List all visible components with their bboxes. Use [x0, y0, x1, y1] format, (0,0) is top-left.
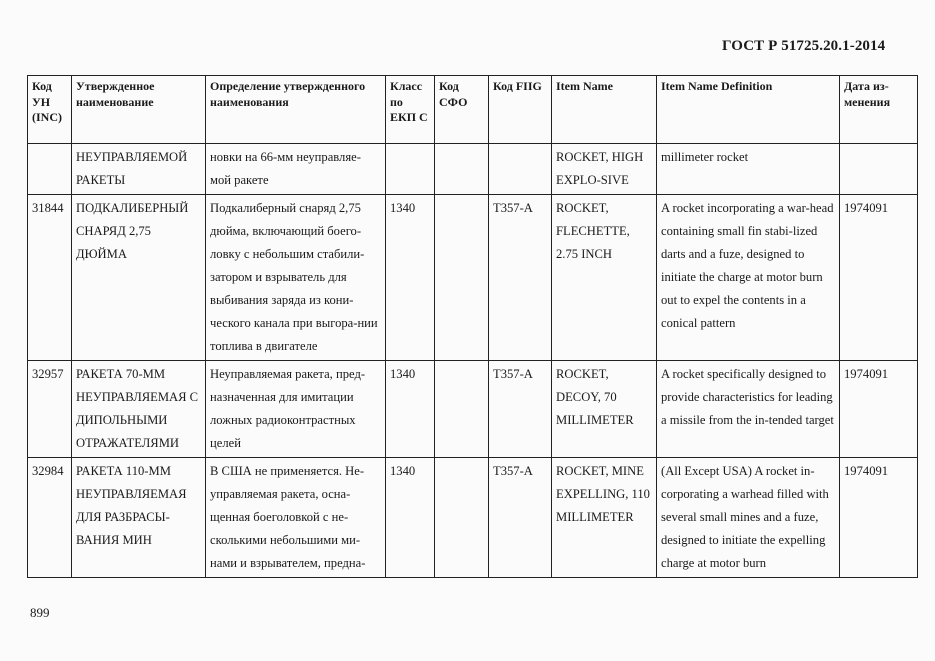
cell-item-name: ROCKET, DECOY, 70 MILLIMETER: [552, 361, 657, 458]
cell-fiig: T357-A: [489, 195, 552, 361]
table-row: [28, 458, 918, 578]
cell-inc: 32984: [28, 458, 72, 578]
cell-inc: [28, 144, 72, 195]
col-header-item-name: Item Name: [552, 76, 657, 144]
cell-definition: новки на 66-мм неуправляе-мой ракете: [206, 144, 386, 195]
col-header-item-definition: Item Name Definition: [657, 76, 840, 144]
col-header-class: Класс по ЕКП С: [386, 76, 435, 144]
cell-name: ПОДКАЛИБЕРНЫЙ СНАРЯД 2,75 ДЮЙМА: [72, 195, 206, 361]
cell-name: НЕУПРАВЛЯЕМОЙ РАКЕТЫ: [72, 144, 206, 195]
cell-sfo: [435, 195, 489, 361]
cell-fiig: T357-A: [489, 458, 552, 578]
cell-class: 1340: [386, 458, 435, 578]
col-header-name: Утвержденное наименование: [72, 76, 206, 144]
table-header-row: [28, 76, 918, 144]
cell-date: 1974091: [840, 361, 918, 458]
cell-inc: 32957: [28, 361, 72, 458]
nomenclature-table: [27, 75, 918, 578]
cell-definition: Подкалиберный снаряд 2,75 дюйма, включающий боего-ловку с небольшим стабили-затором и взрыватель для выбивания заряда из кони-ческого канала при выгора-нии топлива в двигателе: [206, 195, 386, 361]
cell-class: 1340: [386, 195, 435, 361]
cell-definition: В США не применяется. Не-управляемая ракета, осна-щенная боеголовкой с не-сколькими небольшими ми-нами и взрывателем, предна-: [206, 458, 386, 578]
cell-sfo: [435, 361, 489, 458]
cell-item-definition: (All Except USA) A rocket in-corporating a warhead filled with several small mines and a fuze, designed to initiate the expelling charge at motor burn: [657, 458, 840, 578]
cell-item-definition: millimeter rocket: [657, 144, 840, 195]
cell-name: РАКЕТА 110-ММ НЕУПРАВЛЯЕМАЯ ДЛЯ РАЗБРАСЫ-ВАНИЯ МИН: [72, 458, 206, 578]
cell-class: [386, 144, 435, 195]
col-header-definition: Определение утвержденного наименования: [206, 76, 386, 144]
cell-fiig: [489, 144, 552, 195]
col-header-sfo: Код СФО: [435, 76, 489, 144]
cell-item-name: ROCKET, FLECHETTE, 2.75 INCH: [552, 195, 657, 361]
cell-sfo: [435, 144, 489, 195]
cell-item-definition: A rocket incorporating a war-head containing small fin stabi-lized darts and a fuze, designed to initiate the charge at motor burn out to expel the contents in a conical pattern: [657, 195, 840, 361]
table-row: [28, 361, 918, 458]
cell-item-name: ROCKET, HIGH EXPLO-SIVE: [552, 144, 657, 195]
table-row: [28, 195, 918, 361]
col-header-fiig: Код FIIG: [489, 76, 552, 144]
table-row: [28, 144, 918, 195]
cell-item-definition: A rocket specifically designed to provide characteristics for leading a missile from the in-tended target: [657, 361, 840, 458]
col-header-date: Дата из-менения: [840, 76, 918, 144]
cell-class: 1340: [386, 361, 435, 458]
cell-date: 1974091: [840, 195, 918, 361]
cell-inc: 31844: [28, 195, 72, 361]
page-number: 899: [30, 605, 50, 620]
cell-date: [840, 144, 918, 195]
cell-date: 1974091: [840, 458, 918, 578]
col-header-inc: Код УН (INC): [28, 76, 72, 144]
cell-sfo: [435, 458, 489, 578]
cell-fiig: T357-A: [489, 361, 552, 458]
cell-name: РАКЕТА 70-ММ НЕУПРАВЛЯЕМАЯ С ДИПОЛЬНЫМИ ОТРАЖАТЕЛЯМИ: [72, 361, 206, 458]
cell-item-name: ROCKET, MINE EXPELLING, 110 MILLIMETER: [552, 458, 657, 578]
document-code: ГОСТ Р 51725.20.1-2014: [722, 38, 886, 54]
cell-definition: Неуправляемая ракета, пред-назначенная для имитации ложных радиоконтрастных целей: [206, 361, 386, 458]
